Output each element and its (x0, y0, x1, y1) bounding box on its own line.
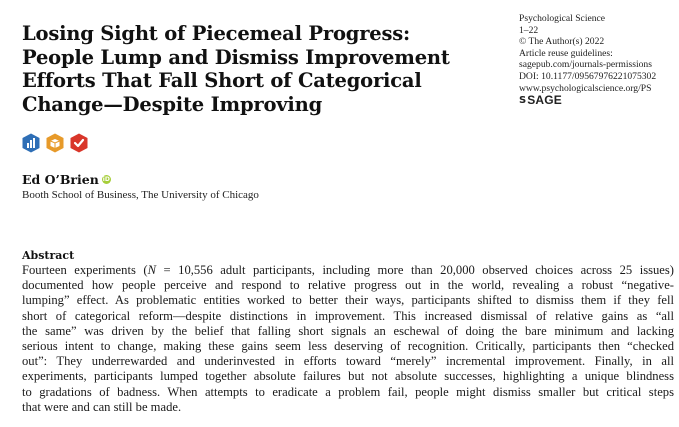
article-title (22, 22, 492, 116)
abstract-line: documented how people perceive and respond to relative progress out in the world, revealing a robust “negative- (22, 278, 674, 293)
journal-meta (519, 13, 674, 107)
orcid-icon[interactable]: iD (102, 176, 110, 183)
page-range: 1–22 (519, 24, 539, 36)
abstract-line: that were and can still be made. (22, 399, 182, 414)
sage-logo (519, 95, 674, 107)
abstract-line: the same” was driven by the belief that falling short signals an eschewal of doing the bare minimum and lacking (22, 323, 674, 338)
abstract-line: to gradations of badness. When attempts to eradicate a problem fail, people might dismiss smaller but critical steps (22, 384, 674, 399)
affiliation: Booth School of Business, The University of Chicago (22, 189, 259, 201)
title-line: People Lump and Dismiss Improvement (22, 45, 450, 69)
abstract-line: experiments, participants lumped together absolute failures but not absolute successes, highlighting a unique blindness (22, 369, 674, 384)
journal-name: Psychological Science (519, 13, 606, 24)
sage-mark-icon: S (519, 95, 527, 107)
doi[interactable]: DOI: 10.1177/09567976221075302 (519, 70, 657, 82)
author-line (22, 172, 111, 187)
badge-shape (71, 134, 88, 153)
author-name[interactable]: Ed O’Brien (22, 172, 99, 187)
abstract-line: short of categorical reform—despite distinctions in improvement. This increased dismissal of relative gains as “all (22, 308, 674, 323)
publisher-name: SAGE (527, 93, 563, 108)
abstract-body (22, 263, 674, 415)
abstract-line: serious intent to change, making these gains seem less deserving of recognition. Critically, participants then “checked (22, 339, 674, 354)
open-science-badges (22, 133, 88, 153)
title-line: Losing Sight of Piecemeal Progress: (22, 22, 411, 45)
preregistered-badge-icon[interactable] (70, 133, 88, 153)
abstract-line: out”: They underrewarded and underinvested in efforts toward “merely” incremental improvement. Finally, in all (22, 354, 674, 369)
journal-website[interactable]: www.psychologicalscience.org/PS (519, 82, 652, 94)
open-data-badge-icon[interactable] (22, 133, 40, 153)
abstract-line: lumping” effect. As problematic entities worked to better their ways, participants shifted to dismiss them if they fell (22, 293, 674, 308)
open-materials-badge-icon[interactable] (46, 133, 64, 153)
copyright: © The Author(s) 2022 (519, 36, 605, 48)
reuse-label: Article reuse guidelines: (519, 47, 613, 59)
abstract-line: Fourteen experiments (N = 10,556 adult participants, including more than 20,000 observed choices across 25 issues) (22, 263, 674, 277)
abstract-heading: Abstract (22, 249, 75, 262)
title-line: Change—Despite Improving (22, 92, 323, 116)
reuse-link[interactable]: sagepub.com/journals-permissions (519, 59, 652, 71)
title-line: Efforts That Fall Short of Categorical (22, 69, 422, 92)
